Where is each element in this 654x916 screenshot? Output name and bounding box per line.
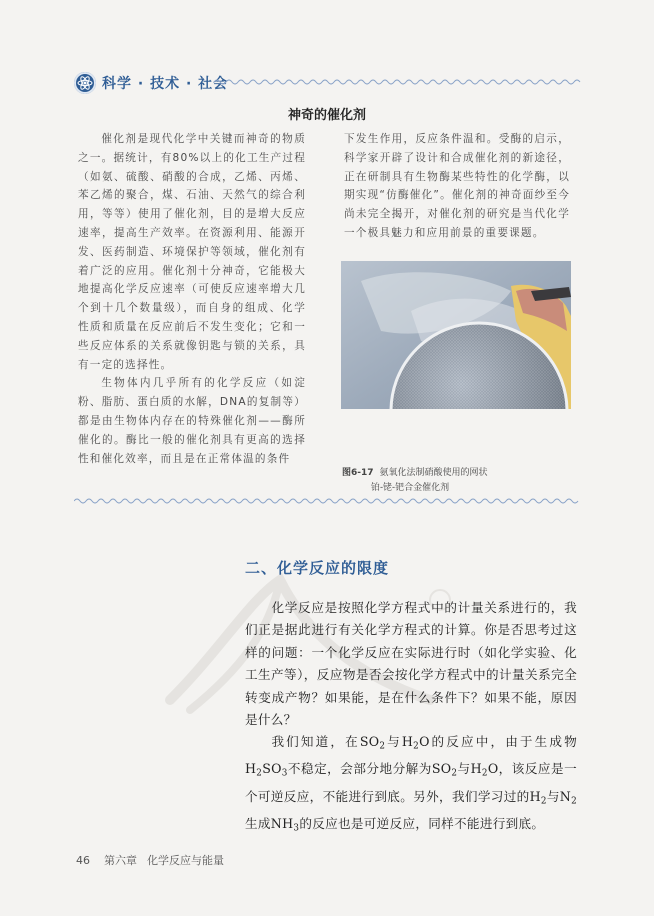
feature-box-category: 科学 · 技术 · 社会: [102, 76, 229, 92]
figure-number: 图6-17: [342, 468, 374, 478]
page-number: 46: [76, 854, 90, 867]
page-footer: [76, 852, 224, 868]
section-heading: 二、化学反应的限度: [245, 559, 390, 577]
chapter-title: 化学反应与能量: [147, 854, 224, 867]
atom-logo-icon: [74, 72, 96, 94]
section-body: [245, 597, 577, 840]
paragraph: 催化剂是现代化学中关键而神奇的物质之一。据统计，有80%以上的化工生产过程（如氨、硫酸、硝酸的合成，乙烯、丙烯、苯乙烯的聚合，煤、石油、天然气的综合利用，等等）使用了催化剂，目的是增大反应速率，提高生产效率。在资源利用、能源开发、医药制造、环境保护等领域，催化剂有着广泛的应用。催化剂十分神奇，它能极大地提高化学反应速率（可使反应速率增大几个到十几个数量级），而自身的组成、化学性质和质量在反应前后不发生变化；它和一些反应体系的关系就像钥匙与锁的关系，具有一定的选择性。: [78, 133, 306, 371]
feature-box-left-column: [78, 130, 306, 468]
paragraph: 生物体内几乎所有的化学反应（如淀粉、脂肪、蛋白质的水解，DNA的复制等）都是由生物体内存在的特殊催化剂——酶所催化的。酶比一般的催化剂具有更高的选择性和催化效率，而且是在正常体温的条件: [78, 377, 306, 465]
caption-line-2: 铂-铑-钯合金催化剂: [371, 483, 450, 493]
footer-wave-divider: [74, 497, 582, 505]
catalyst-gauze-photo: [341, 261, 571, 409]
feature-box-header: [74, 72, 584, 98]
header-wave-divider: [214, 78, 584, 86]
chapter-number: 第六章: [104, 854, 137, 867]
paragraph: 化学反应是按照化学方程式中的计量关系进行的，我们正是据此进行有关化学方程式的计算。你是否思考过这样的问题：一个化学反应在实际进行时（如化学实验、化工生产等），反应物是否会按化学方程式中的计量关系完全转变成产物？如果能，是在什么条件下？如果不能，原因是什么？: [245, 600, 577, 728]
paragraph: 我们知道，在$SO_2$与$H_2O$的反应中，由于生成物$H_2SO_3$不稳定，会部分地分解为$SO_2$与$H_2O$，该反应是一个可逆反应，不能进行到底。另外，我们学习过的$H_2$与$N_2$生成$NH_3$的反应也是可逆反应，同样不能进行到底。: [245, 734, 578, 834]
feature-box-right-column: [344, 130, 570, 243]
caption-line-1: 氨氧化法制硝酸使用的网状: [379, 468, 488, 478]
paragraph: 下发生作用，反应条件温和。受酶的启示，科学家开辟了设计和合成催化剂的新途径，正在研制具有生物酶某些特性的化学酶，以期实现“仿酶催化”。催化剂的神奇面纱至今尚未完全揭开，对催化剂的研究是当代化学一个极具魅力和应用前景的重要课题。: [344, 133, 570, 239]
feature-box-title: 神奇的催化剂: [287, 108, 366, 123]
figure-caption: [342, 466, 572, 496]
